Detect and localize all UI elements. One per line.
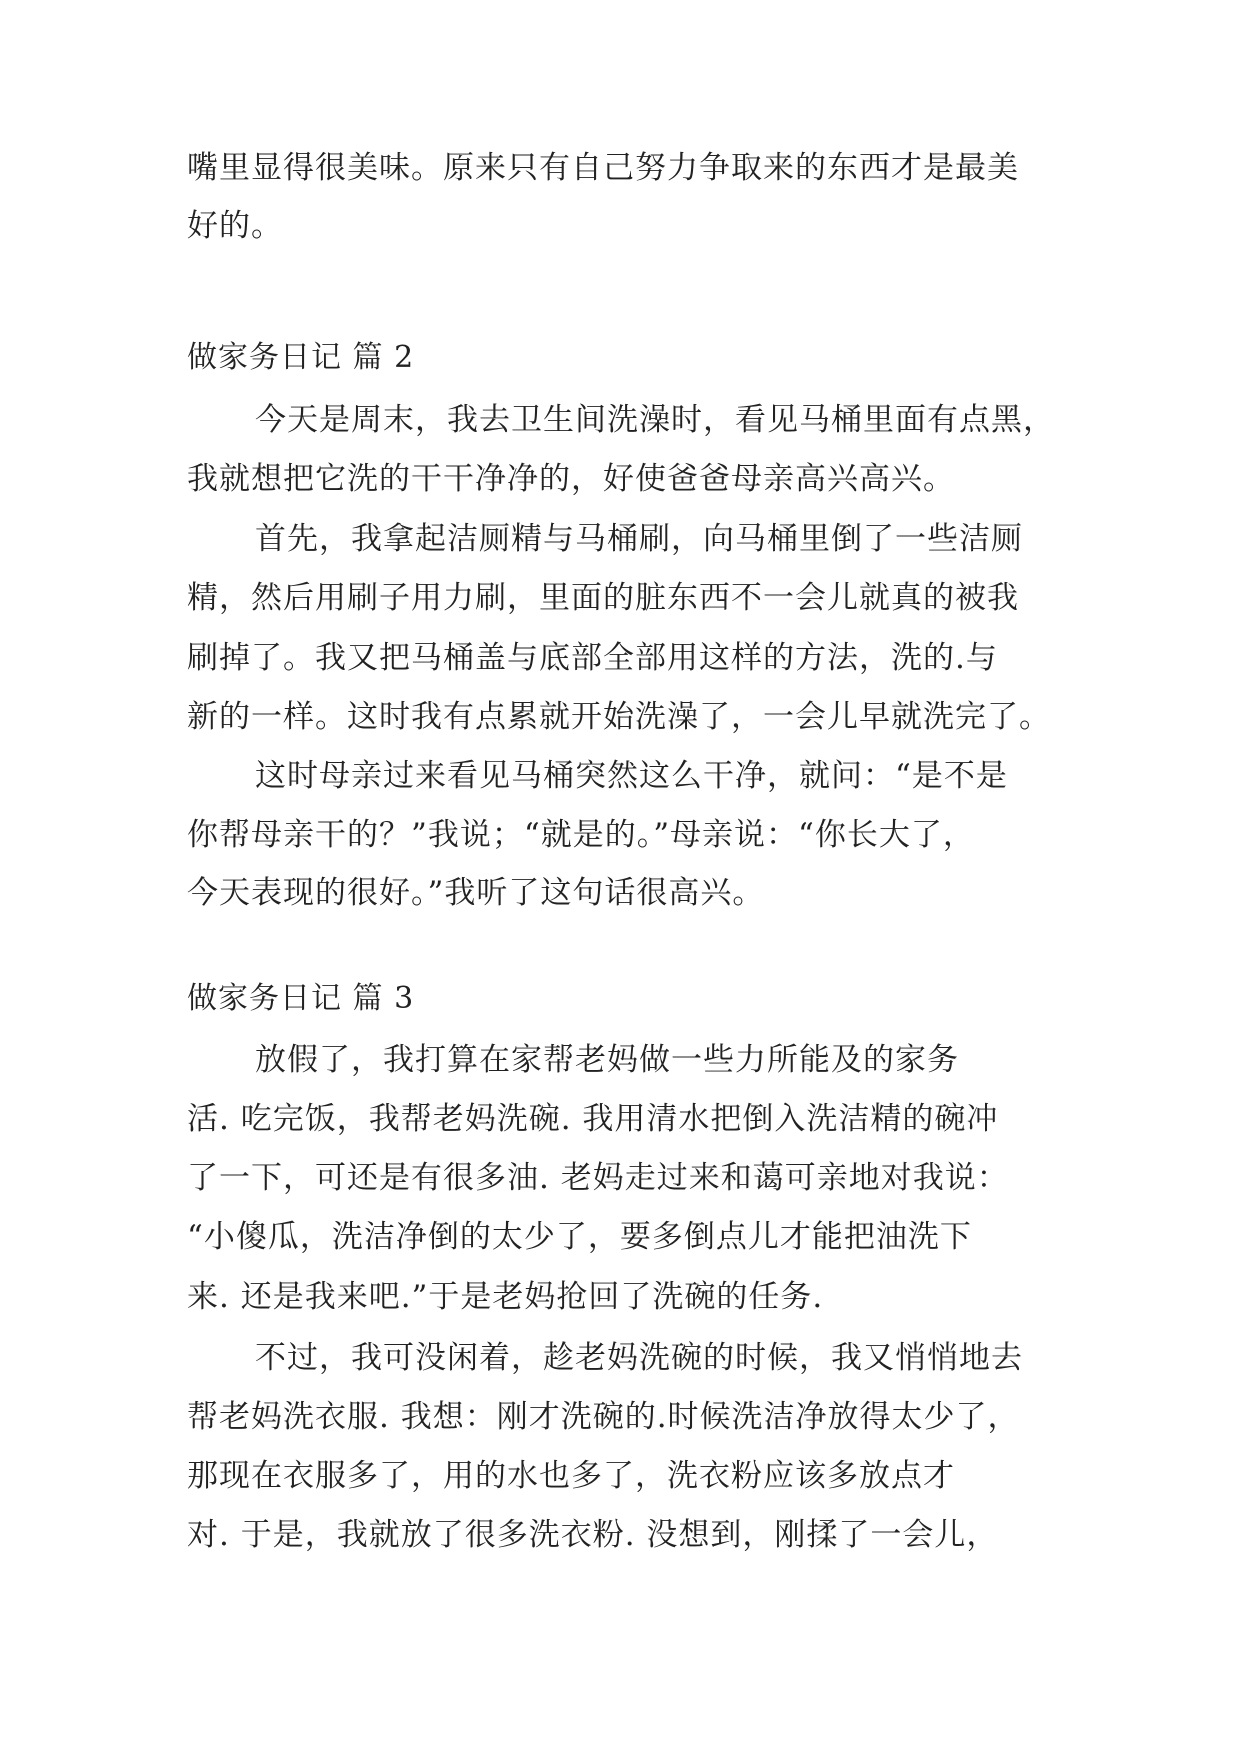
section-heading: 做家务日记 篇 3 [187,981,415,1016]
paragraph-line: 放假了，我打算在家帮老妈做一些力所能及的家务 [255,1042,959,1078]
paragraph-line: 首先，我拿起洁厕精与马桶刷，向马桶里倒了一些洁厕 [255,521,1023,557]
paragraph-line: 新的一样。这时我有点累就开始洗澡了，一会儿早就洗完了。 [187,699,1051,735]
paragraph-line: 今天表现的很好。”我听了这句话很高兴。 [187,875,765,911]
paragraph-line: 我就想把它洗的干干净净的，好使爸爸母亲高兴高兴。 [187,461,955,497]
paragraph-line: 活. 吃完饭，我帮老妈洗碗. 我用清水把倒入洗洁精的碗冲 [187,1101,999,1137]
paragraph-line: 好的。 [187,208,283,244]
paragraph-line: “小傻瓜，洗洁净倒的太少了，要多倒点儿才能把油洗下 [187,1219,972,1255]
paragraph-line: 精，然后用刷子用力刷，里面的脏东西不一会儿就真的被我 [187,580,1019,616]
paragraph-line: 那现在衣服多了，用的水也多了，洗衣粉应该多放点才 [187,1458,955,1494]
paragraph-line: 不过，我可没闲着，趁老妈洗碗的时候，我又悄悄地去 [255,1340,1023,1376]
paragraph-line: 对. 于是，我就放了很多洗衣粉. 没想到，刚揉了一会儿， [187,1517,999,1553]
paragraph-line: 帮老妈洗衣服. 我想：刚才洗碗的.时候洗洁净放得太少了， [187,1399,1020,1435]
paragraph-line: 刷掉了。我又把马桶盖与底部全部用这样的方法，洗的.与 [187,640,998,676]
paragraph-line: 了一下，可还是有很多油. 老妈走过来和蔼可亲地对我说： [187,1160,1009,1196]
paragraph-line: 嘴里显得很美味。原来只有自己努力争取来的东西才是最美 [187,150,1019,186]
paragraph-line: 今天是周末，我去卫生间洗澡时，看见马桶里面有点黑， [255,402,1055,438]
section-heading: 做家务日记 篇 2 [187,340,415,375]
paragraph-line: 来. 还是我来吧.”于是老妈抢回了洗碗的任务. [187,1279,824,1315]
paragraph-line: 你帮母亲干的？”我说；“就是的。”母亲说：“你长大了， [187,817,975,853]
paragraph-line: 这时母亲过来看见马桶突然这么干净，就问：“是不是 [255,758,1008,794]
